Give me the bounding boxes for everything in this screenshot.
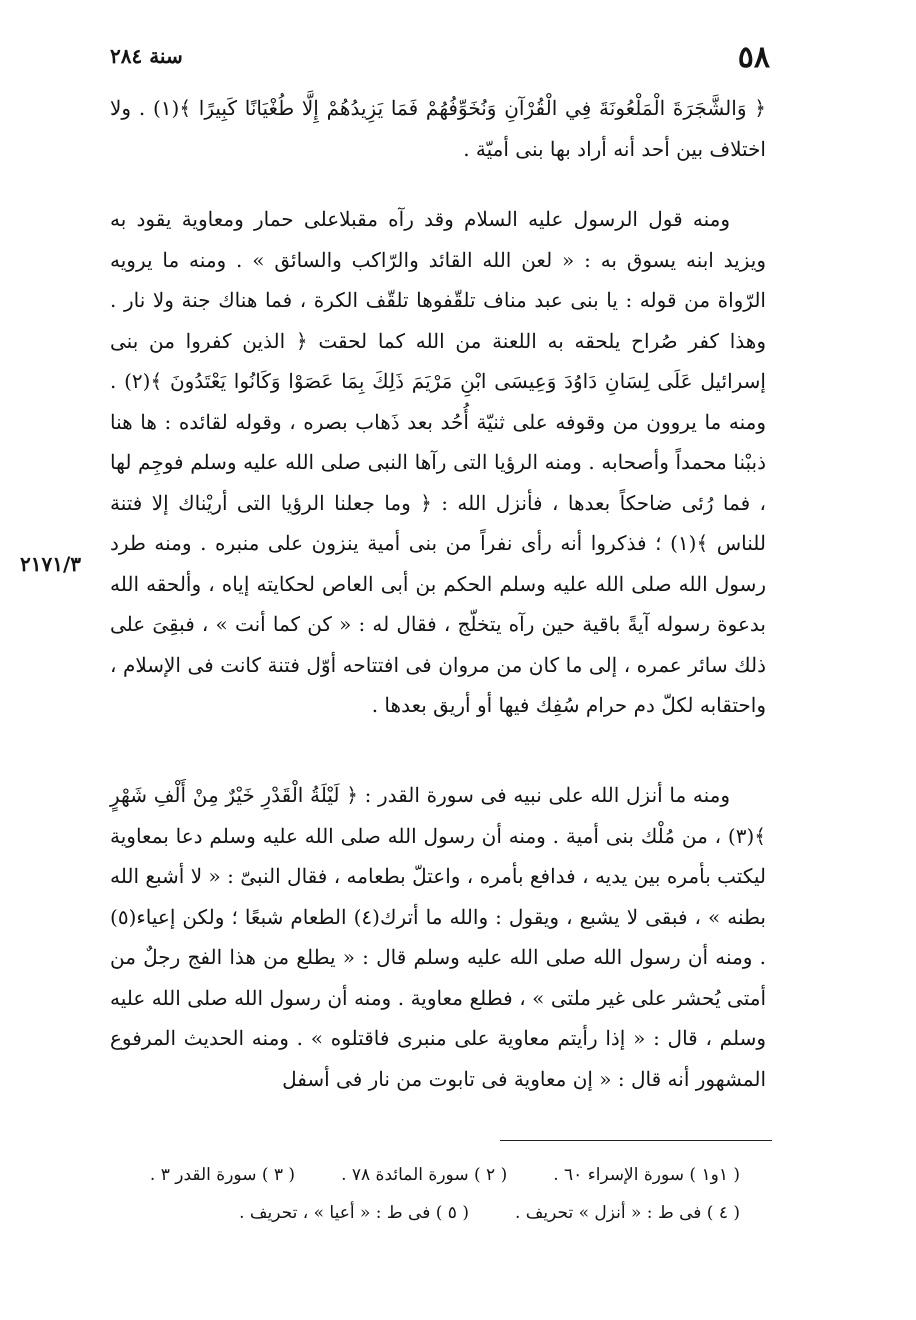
paragraph-text: ﴿ وَالشَّجَرَةَ الْمَلْعُونَةَ فِي الْقُرْآنِ وَنُخَوِّفُهُمْ فَمَا يَزِيدُهُمْ إِلَّا طُغْيَانًا كَبِيرًا ﴾(١) . ولا اختلاف بين أحد أنه أراد بها بنى أميّة . [110, 96, 766, 161]
footnote: ( ٤ ) فى ط : « أنزل » تحريف . [514, 1203, 740, 1223]
footnote: ( ٣ ) سورة القدر ٣ . [149, 1165, 296, 1185]
page-number: ٥٨ [737, 40, 770, 75]
paragraph-hadith [110, 199, 766, 726]
page-header [110, 40, 770, 76]
footnotes [149, 1156, 740, 1232]
paragraph-qadr [110, 775, 766, 1099]
margin-reference: ٢١٧١/٣ [20, 552, 82, 576]
paragraph-verse [110, 88, 766, 169]
footnote: ( ٢ ) سورة المائدة ٧٨ . [341, 1165, 508, 1185]
footnote: ( ١و١ ) سورة الإسراء ٦٠ . [553, 1165, 740, 1185]
paragraph-text: ومنه قول الرسول عليه السلام وقد رآه مقبلاعلى حمار ومعاوية يقود به ويزيد ابنه يسوق به : « لعن الله القائد والرّاكب والسائق » . ومنه ما يرويه الرّواة من قوله : يا بنى عبد مناف تلقّفوها تلقّف الكرة ، فما هناك جنة ولا نار . وهذا كفر صُراح يلحقه به اللعنة من الله كما لحقت ﴿ الذين كفروا من بنى إسرائيل عَلَى لِسَانِ دَاوُدَ وَعِيسَى ابْنِ مَرْيَمَ ذَلِكَ بِمَا عَصَوْا وَكَانُوا يَعْتَدُونَ ﴾(٢) . ومنه ما يروون من وقوفه على ثنيّة أُحُد بعد ذَهاب بصره ، وقوله لقائده : ها هنا ذببْنا محمداً وأصحابه . ومنه الرؤيا التى رآها النبى صلى الله عليه وسلم فوجِم لها ، فما رُئى ضاحكاً بعدها ، فأنزل الله : ﴿ وما جعلنا الرؤيا التى أريْناك إلا فتنة للناس ﴾(١) ؛ فذكروا أنه رأى نفراً من بنى أمية ينزون على منبره . ومنه طرد رسول الله صلى الله عليه وسلم الحكم بن أبى العاص لحكايته إياه ، وألحقه الله بدعوة رسوله آيةً باقية حين رآه يتخلّج ، فقال له : « كن كما أنت » ، فبقِىَ على ذلك سائر عمره ، إلى ما كان من مروان فى افتتاحه أوّل فتنة كانت فى الإسلام ، واحتقابه لكلّ دم حرام سُفِك فيها أو أريق بعدها . [110, 207, 766, 717]
footnote-divider [500, 1140, 772, 1141]
running-head-year: سنة ٢٨٤ [110, 44, 183, 68]
paragraph-text: ومنه ما أنزل الله على نبيه فى سورة القدر : ﴿ لَيْلَةُ الْقَدْرِ خَيْرٌ مِنْ أَلْفِ شَهْرٍ ﴾(٣) ، من مُلْك بنى أمية . ومنه أن رسول الله صلى الله عليه وسلم دعا بمعاوية ليكتب بأمره بين يديه ، فدافع بأمره ، واعتلّ بطعامه ، فقال النبىّ : « لا أشبع الله بطنه » ، فبقى لا يشبع ، ويقول : والله ما أترك(٤) الطعام شبعًا ؛ ولكن إعياء(٥) . ومنه أن رسول الله صلى الله عليه وسلم قال : « يطلع من هذا الفج رجلٌ من أمتى يُحشر على غير ملتى » ، فطلع معاوية . ومنه أن رسول الله صلى الله عليه وسلم ، قال : « إذا رأيتم معاوية على منبرى فاقتلوه » . ومنه الحديث المرفوع المشهور أنه قال : « إن معاوية فى تابوت من نار فى أسفل [110, 783, 766, 1091]
footnote-line [149, 1156, 740, 1194]
footnote: ( ٥ ) فى ط : « أعيا » ، تحريف . [239, 1203, 469, 1223]
footnote-line [160, 1194, 740, 1232]
